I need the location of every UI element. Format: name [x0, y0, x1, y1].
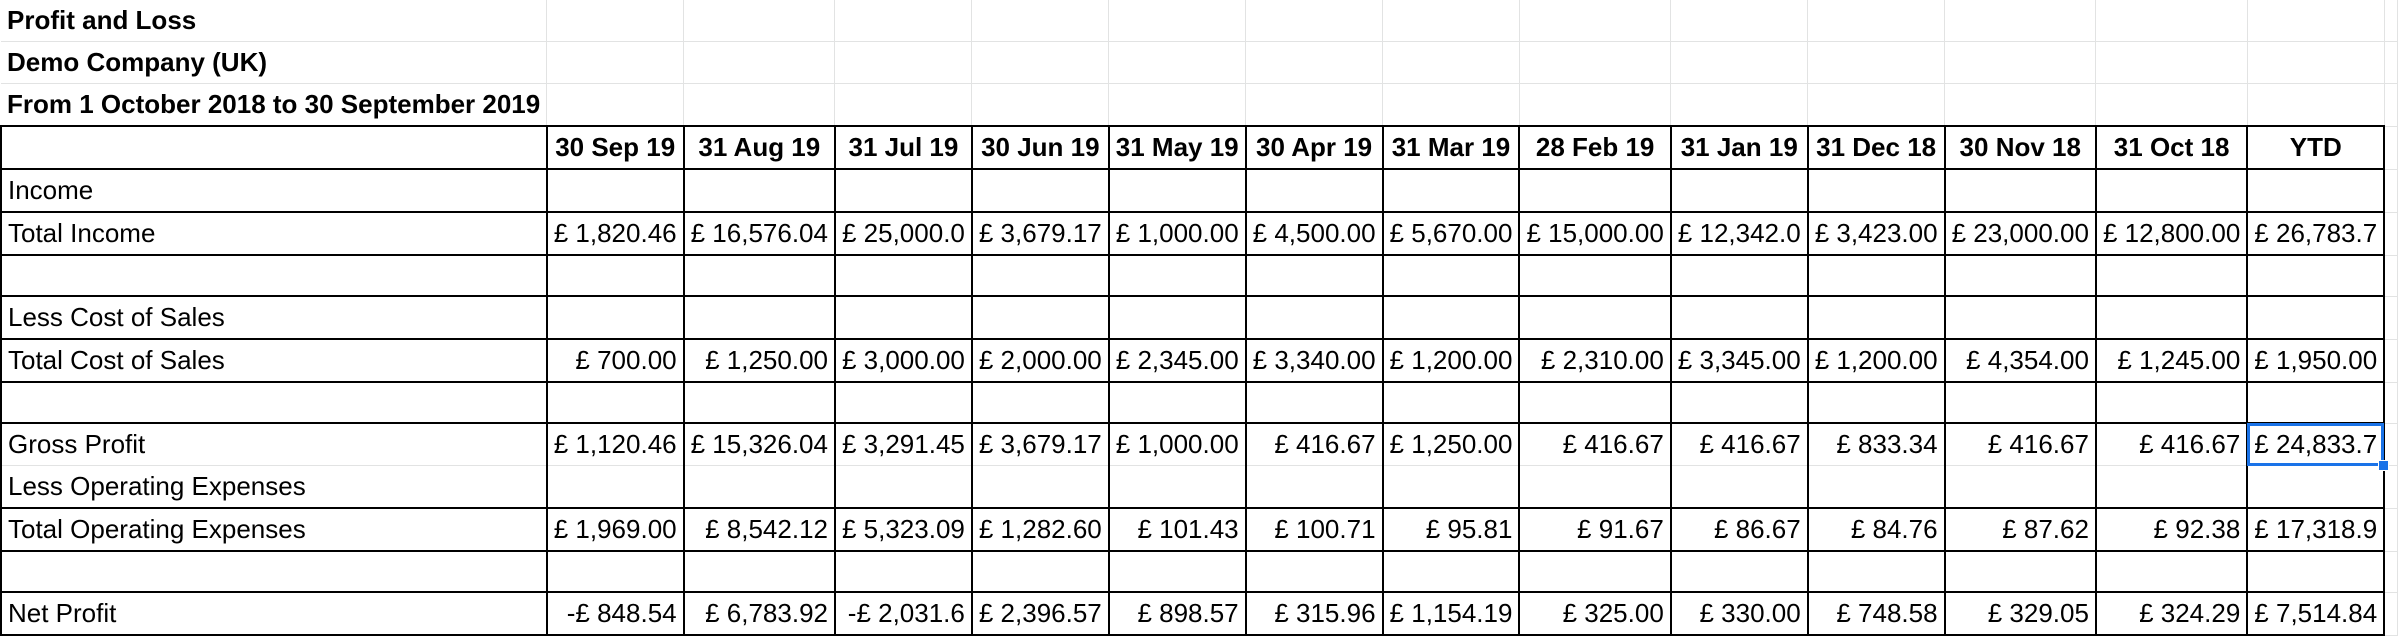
net-profit-value-11[interactable]: £ 324.29	[2096, 592, 2247, 635]
total-cost-of-sales-value-11[interactable]: £ 1,245.00	[2096, 339, 2247, 382]
empty-cell[interactable]	[684, 0, 835, 42]
gross-profit-value-10[interactable]: £ 416.67	[1945, 423, 2096, 466]
blank-cell[interactable]	[835, 382, 972, 423]
net-profit-value-3[interactable]: £ 2,396.57	[972, 592, 1109, 635]
blank-cell[interactable]	[1109, 551, 1246, 592]
empty-cell[interactable]	[1383, 169, 1520, 212]
empty-cell[interactable]	[835, 296, 972, 339]
empty-cell[interactable]	[1945, 169, 2096, 212]
total-operating-expenses-value-10[interactable]: £ 87.62	[1945, 508, 2096, 551]
income-label-row	[1, 169, 2398, 212]
empty-cell[interactable]	[684, 169, 835, 212]
total-operating-expenses-value-1[interactable]: £ 8,542.12	[684, 508, 835, 551]
empty-cell[interactable]	[972, 169, 1109, 212]
empty-cell[interactable]	[972, 466, 1109, 509]
total-cost-of-sales-value-7[interactable]: £ 2,310.00	[1519, 339, 1670, 382]
total-income-value-5[interactable]: £ 4,500.00	[1246, 212, 1383, 255]
blank-cell[interactable]	[684, 382, 835, 423]
cost-of-sales-label-row	[1, 296, 2398, 339]
empty-cell[interactable]	[2384, 592, 2398, 635]
blank-cell[interactable]	[1945, 255, 2096, 296]
net-profit-value-4[interactable]: £ 898.57	[1109, 592, 1246, 635]
column-header-12[interactable]: YTD	[2247, 126, 2384, 169]
net-profit-value-12[interactable]: £ 7,514.84	[2247, 592, 2384, 635]
empty-cell[interactable]	[1383, 42, 1520, 84]
empty-cell[interactable]	[684, 296, 835, 339]
empty-cell[interactable]	[547, 84, 684, 127]
report-title-row	[1, 0, 2398, 42]
empty-cell[interactable]	[1945, 0, 2096, 42]
empty-cell[interactable]	[2384, 169, 2398, 212]
total-cost-of-sales-value-9[interactable]: £ 1,200.00	[1808, 339, 1945, 382]
total-cost-of-sales-value-0[interactable]: £ 700.00	[547, 339, 684, 382]
empty-cell[interactable]	[2247, 296, 2384, 339]
total-cost-of-sales-label[interactable]: Total Cost of Sales	[1, 339, 547, 382]
empty-cell[interactable]	[1246, 0, 1383, 42]
empty-cell[interactable]	[547, 0, 684, 42]
empty-cell[interactable]	[2247, 169, 2384, 212]
empty-cell[interactable]	[2384, 212, 2398, 255]
total-operating-expenses-label[interactable]: Total Operating Expenses	[1, 508, 547, 551]
blank-cell[interactable]	[1945, 382, 2096, 423]
operating-expenses-label[interactable]: Less Operating Expenses	[1, 466, 547, 509]
empty-cell[interactable]	[2384, 382, 2398, 423]
column-header-11[interactable]: 31 Oct 18	[2096, 126, 2247, 169]
empty-cell[interactable]	[835, 0, 972, 42]
blank-cell[interactable]	[1383, 551, 1520, 592]
total-income-value-3[interactable]: £ 3,679.17	[972, 212, 1109, 255]
empty-cell[interactable]	[2247, 0, 2384, 42]
blank-cell[interactable]	[835, 255, 972, 296]
gross-profit-value-2[interactable]: £ 3,291.45	[835, 423, 972, 466]
blank-row-2	[1, 382, 2398, 423]
blank-cell[interactable]	[972, 551, 1109, 592]
empty-cell[interactable]	[2384, 255, 2398, 296]
empty-cell[interactable]	[1671, 84, 1808, 127]
total-operating-expenses-row	[1, 508, 2398, 551]
total-income-value-12[interactable]: £ 26,783.7	[2247, 212, 2384, 255]
blank-cell[interactable]	[1671, 382, 1808, 423]
blank-row-1	[1, 255, 2398, 296]
total-income-value-10[interactable]: £ 23,000.00	[1945, 212, 2096, 255]
blank-cell[interactable]	[547, 551, 684, 592]
empty-cell[interactable]	[1671, 169, 1808, 212]
blank-cell[interactable]	[1, 255, 547, 296]
empty-cell[interactable]	[547, 296, 684, 339]
period-range[interactable]: From 1 October 2018 to 30 September 2019	[1, 84, 547, 127]
gross-profit-value-9[interactable]: £ 833.34	[1808, 423, 1945, 466]
gross-profit-value-7[interactable]: £ 416.67	[1519, 423, 1670, 466]
blank-cell[interactable]	[835, 551, 972, 592]
blank-cell[interactable]	[1808, 382, 1945, 423]
column-header-1[interactable]: 31 Aug 19	[684, 126, 835, 169]
total-income-value-11[interactable]: £ 12,800.00	[2096, 212, 2247, 255]
empty-cell[interactable]	[1671, 0, 1808, 42]
empty-cell[interactable]	[547, 169, 684, 212]
total-cost-of-sales-value-6[interactable]: £ 1,200.00	[1383, 339, 1520, 382]
total-operating-expenses-value-9[interactable]: £ 84.76	[1808, 508, 1945, 551]
blank-cell[interactable]	[1519, 382, 1670, 423]
empty-cell[interactable]	[2247, 466, 2384, 509]
empty-cell[interactable]	[1383, 466, 1520, 509]
empty-cell[interactable]	[1109, 42, 1246, 84]
cost-of-sales-label[interactable]: Less Cost of Sales	[1, 296, 547, 339]
blank-cell[interactable]	[1246, 551, 1383, 592]
blank-cell[interactable]	[972, 382, 1109, 423]
empty-cell[interactable]	[1246, 84, 1383, 127]
empty-cell[interactable]	[2384, 84, 2398, 127]
total-income-row	[1, 212, 2398, 255]
empty-cell[interactable]	[972, 296, 1109, 339]
empty-cell[interactable]	[547, 466, 684, 509]
income-label[interactable]: Income	[1, 169, 547, 212]
empty-cell[interactable]	[2096, 0, 2247, 42]
column-header-5[interactable]: 30 Apr 19	[1246, 126, 1383, 169]
empty-cell[interactable]	[1671, 42, 1808, 84]
company-name[interactable]: Demo Company (UK)	[1, 42, 547, 84]
empty-cell[interactable]	[1808, 466, 1945, 509]
empty-cell[interactable]	[1383, 0, 1520, 42]
blank-cell[interactable]	[2247, 382, 2384, 423]
total-income-value-7[interactable]: £ 15,000.00	[1519, 212, 1670, 255]
blank-cell[interactable]	[2247, 551, 2384, 592]
blank-cell[interactable]	[547, 382, 684, 423]
empty-cell[interactable]	[2384, 466, 2398, 509]
blank-cell[interactable]	[1109, 382, 1246, 423]
empty-cell[interactable]	[2384, 296, 2398, 339]
empty-cell[interactable]	[972, 84, 1109, 127]
empty-cell[interactable]	[1109, 466, 1246, 509]
total-cost-of-sales-value-10[interactable]: £ 4,354.00	[1945, 339, 2096, 382]
empty-cell[interactable]	[1519, 466, 1670, 509]
blank-cell[interactable]	[1, 382, 547, 423]
empty-cell[interactable]	[1246, 42, 1383, 84]
report-title[interactable]: Profit and Loss	[1, 0, 547, 42]
total-operating-expenses-value-8[interactable]: £ 86.67	[1671, 508, 1808, 551]
total-operating-expenses-value-4[interactable]: £ 101.43	[1109, 508, 1246, 551]
blank-cell[interactable]	[1, 551, 547, 592]
total-income-value-0[interactable]: £ 1,820.46	[547, 212, 684, 255]
total-cost-of-sales-value-12[interactable]: £ 1,950.00	[2247, 339, 2384, 382]
total-income-value-1[interactable]: £ 16,576.04	[684, 212, 835, 255]
total-income-value-4[interactable]: £ 1,000.00	[1109, 212, 1246, 255]
company-name-row	[1, 42, 2398, 84]
empty-cell[interactable]	[1808, 169, 1945, 212]
empty-cell[interactable]	[1808, 42, 1945, 84]
blank-cell[interactable]	[1246, 255, 1383, 296]
empty-cell[interactable]	[835, 84, 972, 127]
empty-cell[interactable]	[2096, 42, 2247, 84]
total-operating-expenses-value-11[interactable]: £ 92.38	[2096, 508, 2247, 551]
total-cost-of-sales-value-2[interactable]: £ 3,000.00	[835, 339, 972, 382]
total-income-value-9[interactable]: £ 3,423.00	[1808, 212, 1945, 255]
blank-cell[interactable]	[2247, 255, 2384, 296]
gross-profit-row	[1, 423, 2398, 466]
empty-cell[interactable]	[1519, 296, 1670, 339]
net-profit-value-2[interactable]: -£ 2,031.6	[835, 592, 972, 635]
empty-cell[interactable]	[1808, 296, 1945, 339]
gross-profit-value-4[interactable]: £ 1,000.00	[1109, 423, 1246, 466]
empty-cell[interactable]	[1519, 0, 1670, 42]
total-income-value-8[interactable]: £ 12,342.0	[1671, 212, 1808, 255]
net-profit-row	[1, 592, 2398, 635]
total-operating-expenses-value-5[interactable]: £ 100.71	[1246, 508, 1383, 551]
total-operating-expenses-value-7[interactable]: £ 91.67	[1519, 508, 1670, 551]
blank-cell[interactable]	[1109, 255, 1246, 296]
gross-profit-value-1[interactable]: £ 15,326.04	[684, 423, 835, 466]
empty-cell[interactable]	[972, 0, 1109, 42]
empty-cell[interactable]	[1671, 296, 1808, 339]
header-corner-cell[interactable]	[1, 126, 547, 169]
empty-cell[interactable]	[2384, 0, 2398, 42]
blank-cell[interactable]	[1519, 551, 1670, 592]
blank-cell[interactable]	[2096, 551, 2247, 592]
empty-cell[interactable]	[1383, 296, 1520, 339]
blank-cell[interactable]	[972, 255, 1109, 296]
gross-profit-value-0[interactable]: £ 1,120.46	[547, 423, 684, 466]
empty-cell[interactable]	[1945, 466, 2096, 509]
empty-cell[interactable]	[1519, 42, 1670, 84]
empty-cell[interactable]	[2384, 551, 2398, 592]
empty-cell[interactable]	[2384, 126, 2398, 169]
empty-cell[interactable]	[1671, 466, 1808, 509]
empty-cell[interactable]	[2384, 42, 2398, 84]
empty-cell[interactable]	[684, 84, 835, 127]
total-cost-of-sales-value-1[interactable]: £ 1,250.00	[684, 339, 835, 382]
empty-cell[interactable]	[1945, 296, 2096, 339]
net-profit-value-5[interactable]: £ 315.96	[1246, 592, 1383, 635]
empty-cell[interactable]	[1383, 84, 1520, 127]
net-profit-value-10[interactable]: £ 329.05	[1945, 592, 2096, 635]
empty-cell[interactable]	[2247, 84, 2384, 127]
blank-cell[interactable]	[2096, 255, 2247, 296]
blank-cell[interactable]	[1808, 551, 1945, 592]
blank-cell[interactable]	[2096, 382, 2247, 423]
empty-cell[interactable]	[1945, 42, 2096, 84]
empty-cell[interactable]	[2384, 339, 2398, 382]
period-range-row	[1, 84, 2398, 127]
total-cost-of-sales-value-5[interactable]: £ 3,340.00	[1246, 339, 1383, 382]
blank-cell[interactable]	[1383, 382, 1520, 423]
empty-cell[interactable]	[684, 42, 835, 84]
column-header-9[interactable]: 31 Dec 18	[1808, 126, 1945, 169]
net-profit-value-7[interactable]: £ 325.00	[1519, 592, 1670, 635]
empty-cell[interactable]	[2247, 42, 2384, 84]
blank-cell[interactable]	[1383, 255, 1520, 296]
net-profit-value-1[interactable]: £ 6,783.92	[684, 592, 835, 635]
net-profit-value-9[interactable]: £ 748.58	[1808, 592, 1945, 635]
column-header-10[interactable]: 30 Nov 18	[1945, 126, 2096, 169]
total-income-label[interactable]: Total Income	[1, 212, 547, 255]
empty-cell[interactable]	[835, 466, 972, 509]
gross-profit-value-11[interactable]: £ 416.67	[2096, 423, 2247, 466]
net-profit-value-6[interactable]: £ 1,154.19	[1383, 592, 1520, 635]
blank-cell[interactable]	[1246, 382, 1383, 423]
empty-cell[interactable]	[2096, 169, 2247, 212]
net-profit-label[interactable]: Net Profit	[1, 592, 547, 635]
gross-profit-value-5[interactable]: £ 416.67	[1246, 423, 1383, 466]
gross-profit-value-12[interactable]: £ 24,833.7	[2247, 423, 2384, 466]
empty-cell[interactable]	[1519, 84, 1670, 127]
empty-cell[interactable]	[1109, 84, 1246, 127]
blank-cell[interactable]	[684, 551, 835, 592]
empty-cell[interactable]	[1109, 169, 1246, 212]
operating-expenses-label-row	[1, 466, 2398, 509]
total-income-value-6[interactable]: £ 5,670.00	[1383, 212, 1520, 255]
column-header-4[interactable]: 31 May 19	[1109, 126, 1246, 169]
empty-cell[interactable]	[1109, 0, 1246, 42]
empty-cell[interactable]	[2384, 508, 2398, 551]
total-income-value-2[interactable]: £ 25,000.0	[835, 212, 972, 255]
column-header-2[interactable]: 31 Jul 19	[835, 126, 972, 169]
net-profit-value-0[interactable]: -£ 848.54	[547, 592, 684, 635]
gross-profit-label[interactable]: Gross Profit	[1, 423, 547, 466]
column-header-row	[1, 126, 2398, 169]
total-operating-expenses-value-12[interactable]: £ 17,318.9	[2247, 508, 2384, 551]
total-cost-of-sales-value-4[interactable]: £ 2,345.00	[1109, 339, 1246, 382]
total-cost-of-sales-row	[1, 339, 2398, 382]
empty-cell[interactable]	[1945, 84, 2096, 127]
blank-cell[interactable]	[547, 255, 684, 296]
gross-profit-value-6[interactable]: £ 1,250.00	[1383, 423, 1520, 466]
empty-cell[interactable]	[1246, 169, 1383, 212]
total-cost-of-sales-value-8[interactable]: £ 3,345.00	[1671, 339, 1808, 382]
total-operating-expenses-value-3[interactable]: £ 1,282.60	[972, 508, 1109, 551]
column-header-7[interactable]: 28 Feb 19	[1519, 126, 1670, 169]
empty-cell[interactable]	[1246, 466, 1383, 509]
gross-profit-value-3[interactable]: £ 3,679.17	[972, 423, 1109, 466]
column-header-8[interactable]: 31 Jan 19	[1671, 126, 1808, 169]
blank-cell[interactable]	[1671, 551, 1808, 592]
empty-cell[interactable]	[2096, 466, 2247, 509]
column-header-6[interactable]: 31 Mar 19	[1383, 126, 1520, 169]
column-header-0[interactable]: 30 Sep 19	[547, 126, 684, 169]
empty-cell[interactable]	[972, 42, 1109, 84]
blank-cell[interactable]	[1519, 255, 1670, 296]
total-cost-of-sales-value-3[interactable]: £ 2,000.00	[972, 339, 1109, 382]
empty-cell[interactable]	[2096, 296, 2247, 339]
empty-cell[interactable]	[1519, 169, 1670, 212]
blank-cell[interactable]	[1671, 255, 1808, 296]
gross-profit-value-8[interactable]: £ 416.67	[1671, 423, 1808, 466]
fill-handle[interactable]	[2378, 460, 2389, 471]
total-operating-expenses-value-2[interactable]: £ 5,323.09	[835, 508, 972, 551]
blank-cell[interactable]	[684, 255, 835, 296]
empty-cell[interactable]	[2096, 84, 2247, 127]
blank-cell[interactable]	[1808, 255, 1945, 296]
column-header-3[interactable]: 30 Jun 19	[972, 126, 1109, 169]
blank-cell[interactable]	[1945, 551, 2096, 592]
empty-cell[interactable]	[547, 42, 684, 84]
empty-cell[interactable]	[684, 466, 835, 509]
empty-cell[interactable]	[1808, 84, 1945, 127]
total-operating-expenses-value-6[interactable]: £ 95.81	[1383, 508, 1520, 551]
total-operating-expenses-value-0[interactable]: £ 1,969.00	[547, 508, 684, 551]
empty-cell[interactable]	[835, 42, 972, 84]
empty-cell[interactable]	[1109, 296, 1246, 339]
empty-cell[interactable]	[1808, 0, 1945, 42]
blank-row-3	[1, 551, 2398, 592]
net-profit-value-8[interactable]: £ 330.00	[1671, 592, 1808, 635]
empty-cell[interactable]	[835, 169, 972, 212]
empty-cell[interactable]	[1246, 296, 1383, 339]
